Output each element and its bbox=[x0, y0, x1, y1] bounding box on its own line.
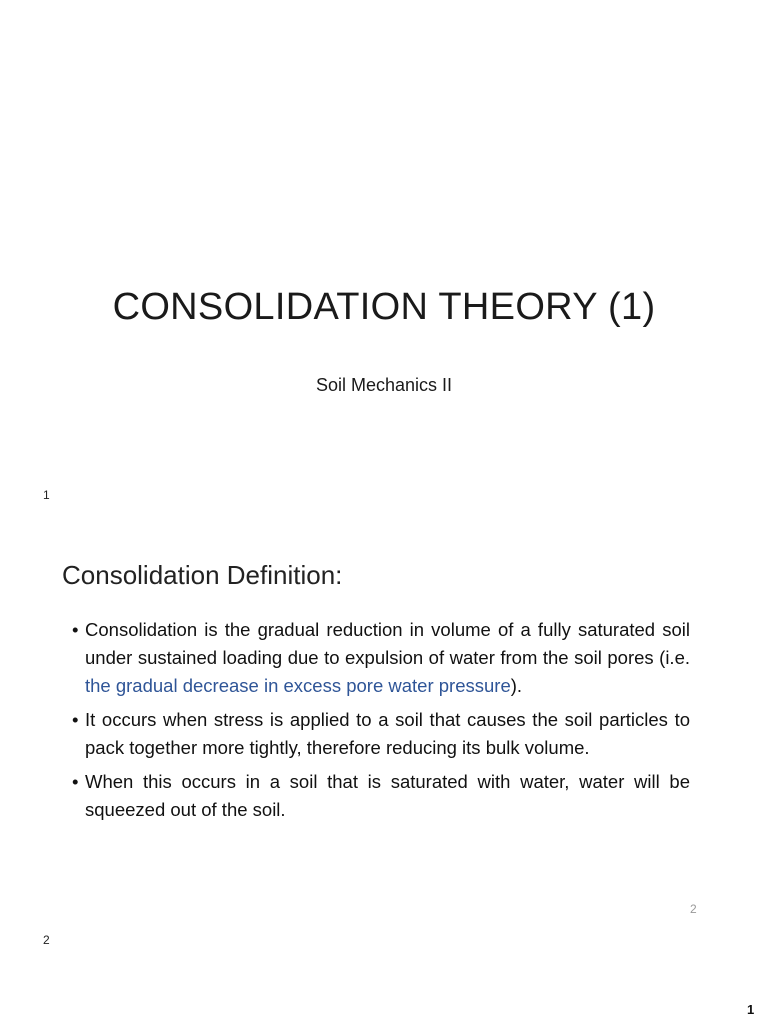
bullet-item bbox=[72, 616, 690, 700]
slide-number: 2 bbox=[690, 902, 697, 916]
bullet-list bbox=[72, 616, 690, 830]
page-number: 2 bbox=[43, 933, 50, 947]
slide-subtitle: Soil Mechanics II bbox=[315, 375, 453, 395]
slide-title: CONSOLIDATION THEORY (1) bbox=[112, 286, 656, 328]
bullet-text: When this occurs in a soil that is saturated with water, water will be squeezed out of the soil. bbox=[85, 771, 690, 820]
bullet-marker: • bbox=[72, 709, 79, 730]
bullet-marker: • bbox=[72, 619, 79, 640]
bullet-text: ). bbox=[510, 675, 523, 696]
bullet-item bbox=[72, 768, 690, 824]
highlighted-text: the gradual decrease in excess pore water pressure bbox=[85, 675, 511, 696]
bullet-text: Consolidation is the gradual reduction in volume of a fully saturated soil under sustained loading due to expulsion of water from the soil pores (i.e. bbox=[85, 619, 690, 668]
bullet-text: It occurs when stress is applied to a soil that causes the soil particles to pack together more tightly, therefore reducing its bulk volume. bbox=[85, 709, 690, 758]
bullet-item bbox=[72, 706, 690, 762]
section-heading: Consolidation Definition: bbox=[62, 560, 343, 590]
page-number: 1 bbox=[43, 488, 50, 502]
bullet-marker: • bbox=[72, 771, 79, 792]
document-page-number: 1 bbox=[747, 1002, 755, 1017]
